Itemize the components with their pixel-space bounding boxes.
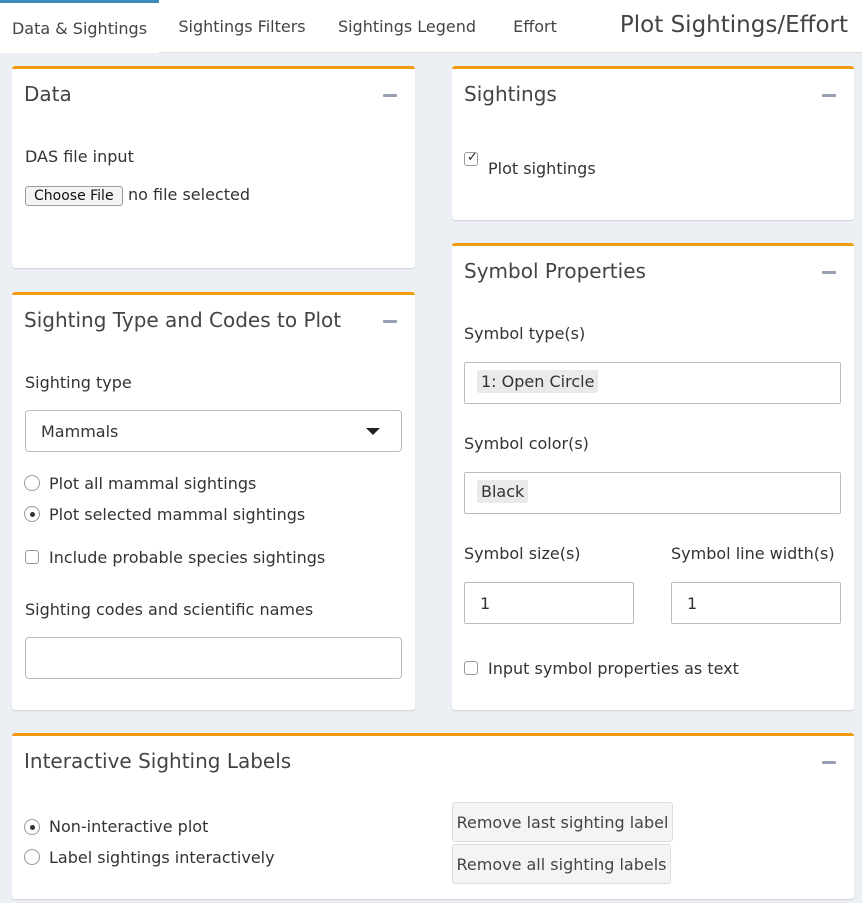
symbol-linewidth-label: Symbol line width(s) <box>671 544 835 563</box>
page-title: Plot Sightings/Effort <box>619 12 848 38</box>
data-box <box>12 66 415 268</box>
symbol-type-chip[interactable]: 1: Open Circle <box>477 370 598 393</box>
non-interactive-radio[interactable] <box>24 819 40 835</box>
sighting-type-box-title: Sighting Type and Codes to Plot <box>24 308 342 332</box>
symbol-color-chip[interactable]: Black <box>477 480 528 503</box>
sighting-type-box <box>12 292 415 710</box>
data-box-title: Data <box>24 82 72 106</box>
plot-selected-mammal-label: Plot selected mammal sightings <box>49 505 306 524</box>
sighting-type-box-collapse-icon[interactable] <box>383 320 397 323</box>
symbol-type-label: Symbol type(s) <box>464 324 586 343</box>
symbol-color-label: Symbol color(s) <box>464 434 589 453</box>
label-interactively-label: Label sightings interactively <box>49 848 275 867</box>
include-probable-checkbox[interactable] <box>25 550 39 564</box>
sighting-type-label: Sighting type <box>25 373 132 392</box>
tab-data-sightings[interactable]: Data & Sightings <box>0 0 159 53</box>
symbol-size-label: Symbol size(s) <box>464 544 581 563</box>
symbol-as-text-label: Input symbol properties as text <box>488 659 739 678</box>
interactive-labels-box <box>12 733 854 899</box>
symbol-linewidth-input[interactable] <box>671 582 841 624</box>
plot-sightings-checkbox[interactable] <box>464 152 478 166</box>
das-file-label: DAS file input <box>25 147 134 166</box>
data-box-collapse-icon[interactable] <box>383 94 397 97</box>
sighting-codes-input[interactable] <box>25 637 402 679</box>
symbol-size-input[interactable] <box>464 582 634 624</box>
sighting-codes-label: Sighting codes and scientific names <box>25 600 314 619</box>
choose-file-button[interactable]: Choose File <box>25 186 123 206</box>
symbol-linewidth-value: 1 <box>687 594 698 613</box>
sighting-type-select[interactable] <box>25 410 402 452</box>
label-interactively-radio[interactable] <box>24 849 40 865</box>
chevron-down-icon <box>366 428 380 435</box>
sightings-box-collapse-icon[interactable] <box>822 94 836 97</box>
symbol-properties-box-collapse-icon[interactable] <box>822 271 836 274</box>
plot-selected-mammal-radio[interactable] <box>24 506 40 522</box>
tab-bar <box>0 0 862 53</box>
sightings-box-title: Sightings <box>464 82 557 106</box>
symbol-size-value: 1 <box>480 594 491 613</box>
include-probable-label: Include probable species sightings <box>49 548 326 567</box>
symbol-type-input[interactable] <box>464 362 841 404</box>
symbol-properties-box <box>452 243 854 710</box>
symbol-as-text-checkbox[interactable] <box>464 661 478 675</box>
sighting-type-value: Mammals <box>41 422 119 441</box>
remove-all-labels-button[interactable]: Remove all sighting labels <box>452 844 671 884</box>
remove-last-label-button[interactable]: Remove last sighting label <box>452 802 673 842</box>
symbol-color-input[interactable] <box>464 472 841 514</box>
tab-effort[interactable]: Effort <box>513 17 557 36</box>
plot-all-mammal-radio[interactable] <box>24 475 40 491</box>
tab-sightings-legend[interactable]: Sightings Legend <box>337 17 477 36</box>
symbol-properties-box-title: Symbol Properties <box>464 259 646 283</box>
non-interactive-label: Non-interactive plot <box>49 817 209 836</box>
sightings-box <box>452 66 854 220</box>
interactive-labels-box-collapse-icon[interactable] <box>822 761 836 764</box>
interactive-labels-box-title: Interactive Sighting Labels <box>24 749 292 773</box>
plot-all-mammal-label: Plot all mammal sightings <box>49 474 257 493</box>
plot-sightings-label: Plot sightings <box>488 159 596 178</box>
tab-sightings-filters[interactable]: Sightings Filters <box>178 17 306 36</box>
file-status-text: no file selected <box>128 185 251 204</box>
